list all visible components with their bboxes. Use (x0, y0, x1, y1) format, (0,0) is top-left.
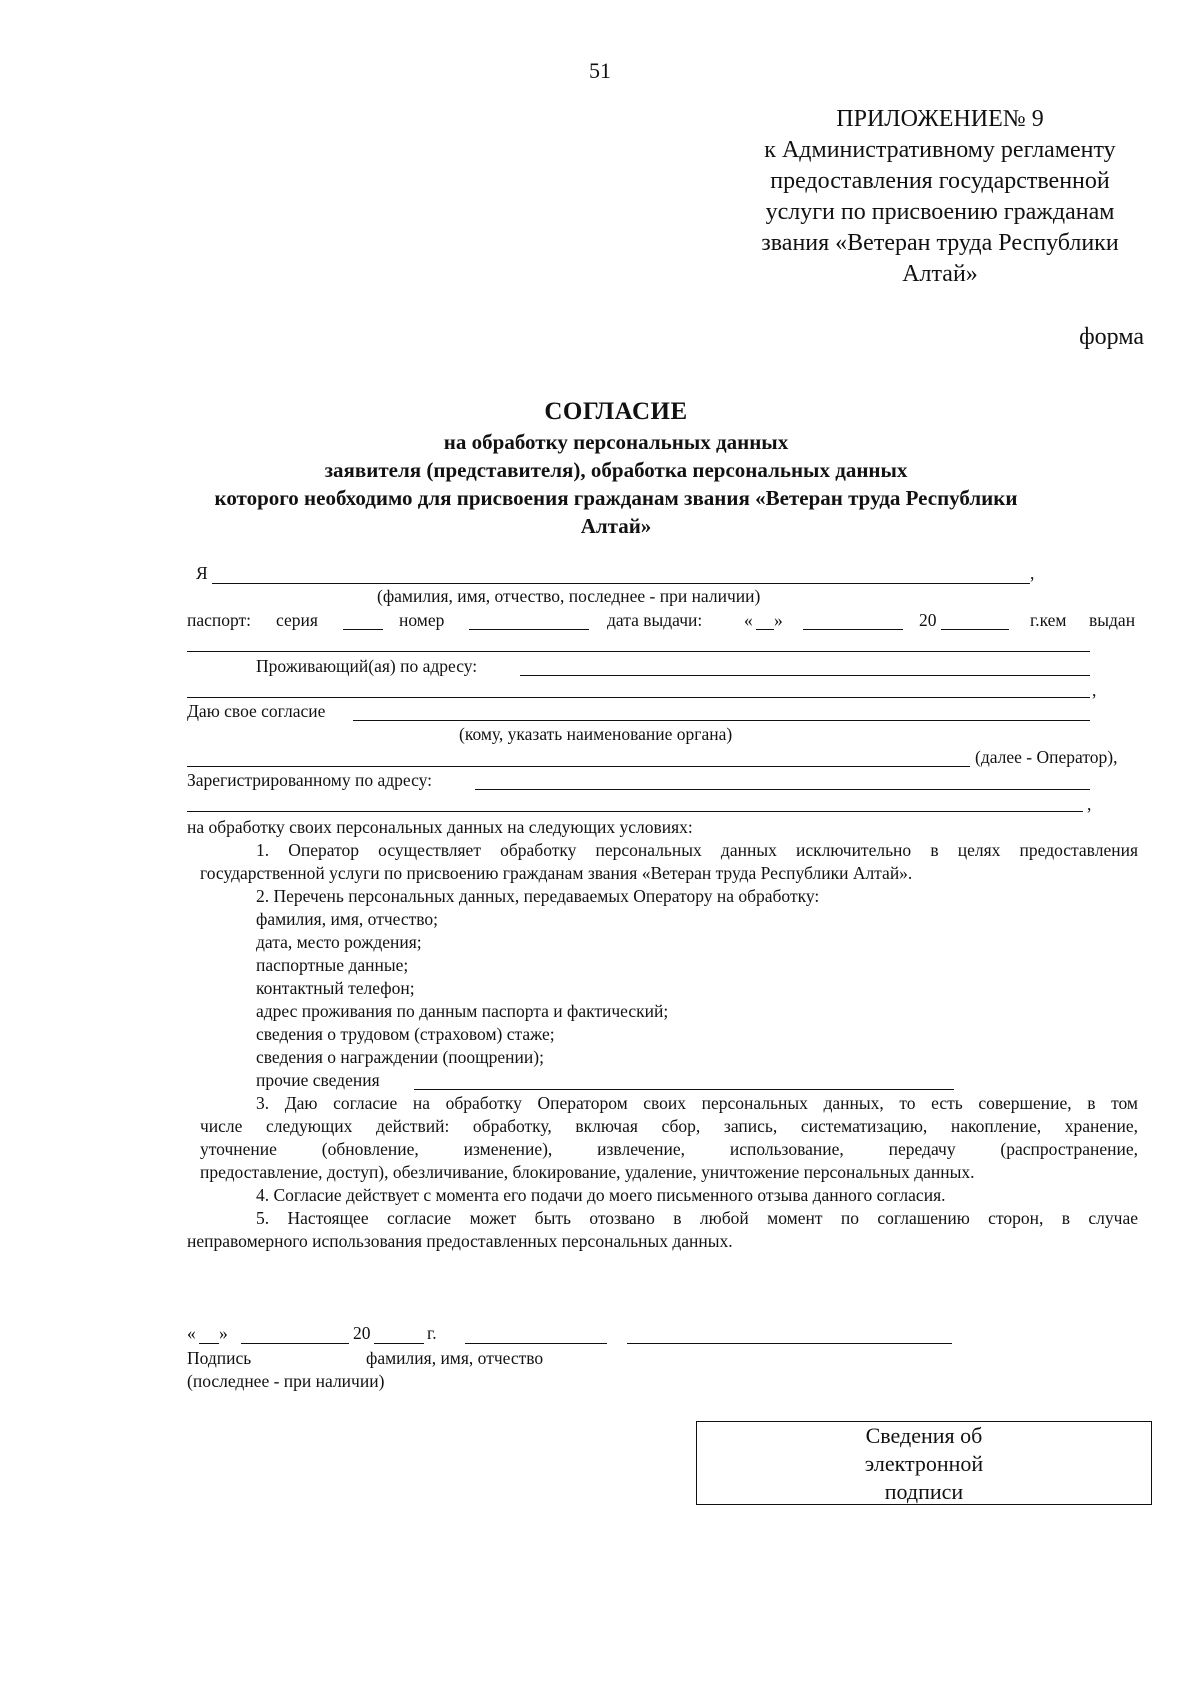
comma: , (1030, 563, 1035, 583)
list-item: контактный телефон; (256, 978, 415, 998)
form-label: форма (1079, 324, 1144, 350)
comma: , (1092, 680, 1097, 700)
number-field-line[interactable] (469, 629, 589, 630)
quote-close: » (774, 610, 783, 630)
consent-to-field-line[interactable] (353, 720, 1090, 721)
series-label: серия (276, 610, 318, 630)
sign-day-field-line[interactable] (199, 1343, 219, 1344)
list-item: сведения о награждении (поощрении); (256, 1047, 544, 1067)
passport-label: паспорт: (187, 610, 252, 630)
signature-label: Подпись (187, 1348, 252, 1368)
sign-year-prefix: 20 (353, 1323, 371, 1343)
name-field-line[interactable] (212, 583, 1030, 584)
annex-line: звания «Ветеран труда Республики (761, 230, 1119, 256)
organ-field-line[interactable] (187, 766, 970, 767)
sign-quote-close: » (219, 1323, 228, 1343)
fio-hint: (фамилия, имя, отчество, последнее - при наличии) (377, 586, 761, 606)
esign-line: подписи (884, 1479, 964, 1504)
clause-3-line-4: предоставление, доступ), обезличивание, блокирование, удаление, уничтожение персональных данных. (200, 1162, 975, 1182)
name-label: фамилия, имя, отчество (366, 1348, 544, 1368)
issue-date-label: дата выдачи: (607, 610, 703, 630)
esign-box-text (697, 1422, 1151, 1506)
esign-line: электронной (864, 1451, 984, 1476)
signature-field-line[interactable] (465, 1343, 607, 1344)
whom-hint: (кому, указать наименование органа) (459, 724, 733, 744)
clause-1-line-1: 1. Оператор осуществляет обработку персональных данных исключительно в целях предоставления (256, 840, 1138, 860)
list-item: прочие сведения (256, 1070, 380, 1090)
clause-5-line-2: неправомерного использования предоставленных персональных данных. (187, 1231, 733, 1251)
document-title: СОГЛАСИЕ (544, 398, 688, 425)
quote-open: « (744, 610, 753, 630)
annex-line: Алтай» (902, 261, 978, 287)
ya-label: Я (196, 563, 208, 583)
sign-year-suffix: г. (427, 1323, 437, 1343)
month-field-line[interactable] (803, 629, 903, 630)
list-item: адрес проживания по данным паспорта и фактический; (256, 1001, 669, 1021)
operator-label: (далее - Оператор), (975, 747, 1118, 767)
registered-label: Зарегистрированному по адресу: (187, 770, 433, 790)
list-item: фамилия, имя, отчество; (256, 909, 439, 929)
list-item: дата, место рождения; (256, 932, 422, 952)
issued-label: выдан (1089, 610, 1136, 630)
clause-4: 4. Согласие действует с момента его подачи до моего письменного отзыва данного согласия. (256, 1185, 946, 1205)
annex-line: предоставления государственной (770, 168, 1110, 194)
title-line: на обработку персональных данных (443, 430, 789, 454)
clause-1-line-2: государственной услуги по присвоению гражданам звания «Ветеран труда Республики Алтай». (200, 863, 913, 883)
page-number: 51 (589, 58, 611, 83)
body-intro: на обработку своих персональных данных на следующих условиях: (187, 817, 693, 837)
electronic-signature-box (696, 1421, 1152, 1505)
year-prefix: 20 (919, 610, 937, 630)
annex-line: ПРИЛОЖЕНИЕ№ 9 (836, 106, 1044, 132)
annex-header (730, 104, 1150, 290)
registered-field-line-2[interactable] (187, 811, 1083, 812)
clause-2: 2. Перечень персональных данных, передаваемых Оператору на обработку: (256, 886, 820, 906)
residing-label: Проживающий(ая) по адресу: (256, 656, 478, 676)
title-line: заявителя (представителя), обработка персональных данных (324, 458, 908, 482)
full-name-field-line[interactable] (627, 1343, 952, 1344)
annex-line: услуги по присвоению гражданам (765, 199, 1115, 225)
other-info-field-line[interactable] (414, 1089, 954, 1090)
clause-5-line-1: 5. Настоящее согласие может быть отозвано в любой момент по соглашению сторон, в случае (256, 1208, 1138, 1228)
list-item: паспортные данные; (256, 955, 409, 975)
sign-month-field-line[interactable] (241, 1343, 349, 1344)
title-line: которого необходимо для присвоения гражданам звания «Ветеран труда Республики (214, 486, 1018, 510)
series-field-line[interactable] (343, 629, 383, 630)
clause-3-line-1: 3. Даю согласие на обработку Оператором своих персональных данных, то есть совершение, в том (256, 1093, 1138, 1113)
clause-3-line-2: числе следующих действий: обработку, включая сбор, запись, систематизацию, накопление, хранение, (200, 1116, 1138, 1136)
sign-year-field-line[interactable] (374, 1343, 424, 1344)
consent-to-label: Даю свое согласие (187, 701, 326, 721)
residing-field-line-2[interactable] (187, 697, 1090, 698)
number-label: номер (399, 610, 445, 630)
issued-by-label: г.кем (1030, 610, 1067, 630)
residing-field-line[interactable] (520, 675, 1090, 676)
comma: , (1087, 794, 1092, 814)
list-item: сведения о трудовом (страховом) стаже; (256, 1024, 555, 1044)
esign-line: Сведения об (865, 1423, 983, 1448)
annex-line: к Административному регламенту (764, 137, 1116, 163)
sign-quote-open: « (187, 1323, 196, 1343)
title-line: Алтай» (580, 514, 652, 538)
clause-3-line-3: уточнение (обновление, изменение), извлечение, использование, передачу (распространение, (200, 1139, 1138, 1159)
day-field-line[interactable] (756, 629, 774, 630)
issued-by-field-line[interactable] (187, 651, 1090, 652)
name-hint: (последнее - при наличии) (187, 1371, 385, 1391)
year-field-line[interactable] (941, 629, 1009, 630)
registered-field-line[interactable] (475, 789, 1090, 790)
